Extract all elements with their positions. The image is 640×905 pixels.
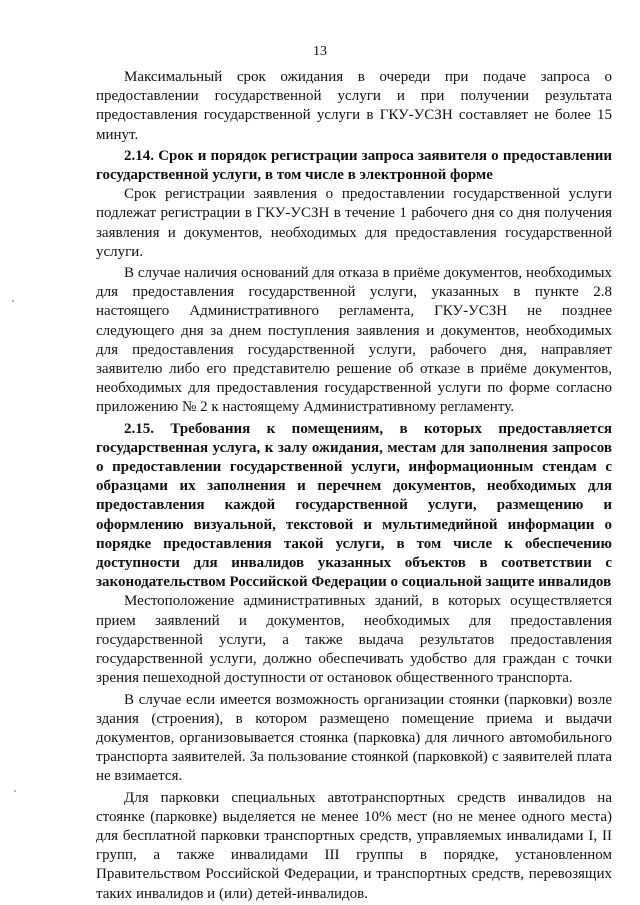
paragraph-building-location: Местоположение административных зданий, в которых осуществляется прием заявлений и документов, необходимых для предоставления государственной услуги, а также выдача результатов предоставления государственной услуги, должно обеспечивать удобство для граждан с точки зрения пешеходной доступности от остановок общественного транспорта. — [96, 593, 612, 687]
paragraph-disabled-parking: Для парковки специальных автотранспортных средств инвалидов на стоянке (парковке) выделяется не менее 10% мест (но не менее одного места) для бесплатной парковки транспортных средств, управляемых инвалидами I, II групп, а также инвалидами III группы в порядке, установленном Правительством Российской Федерации, и транспортных средств, перевозящих таких инвалидов и (или) детей-инвалидов. — [96, 789, 612, 902]
section-heading-2-15: 2.15. Требования к помещениям, в которых предоставляется государственная услуга, к залу ожидания, местам для заполнения запросов о предоставлении государственной услуги, информационным стендам с образцами их заполнения и перечнем документов, необходимых для предоставления каждой государственной услуги, размещению и оформлению визуальной, текстовой и мультимедийной информации о порядке предоставления такой услуги, в том числе к обеспечению доступности для инвалидов указанных объектов в соответствии с законодательством Российской Федерации о социальной защите инвалидов — [96, 420, 612, 591]
paragraph-refusal: В случае наличия оснований для отказа в приёме документов, необходимых для предоставления государственной услуги, указанных в пункте 2.8 настоящего Административного регламента, ГКУ-УСЗН не позднее следующего дня за днем поступления заявления и документов, необходимых для предоставления государственной услуги, рабочего дня, направляет заявителю либо его представителю решение об отказе в приёме документов, необходимых для предоставления государственной услуги по форме согласно приложению № 2 к настоящему Административному регламенту. — [96, 265, 612, 416]
document-body — [96, 68, 612, 904]
paragraph-parking: В случае если имеется возможность организации стоянки (парковки) возле здания (строения), в котором размещено помещение приема и выдачи документов, организовывается стоянка (парковка) для личного автомобильного транспорта заявителей. За пользование стоянкой (парковкой) с заявителей плата не взимается. — [96, 691, 612, 785]
margin-dot — [14, 790, 16, 792]
section-heading-2-14: 2.14. Срок и порядок регистрации запроса заявителя о предоставлении государственной услуги, в том числе в электронной форме — [96, 147, 612, 184]
paragraph-registration-term: Срок регистрации заявления о предоставлении государственной услуги подлежат регистрации в ГКУ-УСЗН в течение 1 рабочего дня со дня получения заявления и документов, необходимых для предоставления государственной услуги. — [96, 186, 612, 260]
margin-dot — [12, 300, 14, 302]
page-number: 13 — [313, 44, 327, 59]
paragraph-waiting-time: Максимальный срок ожидания в очереди при подаче запроса о предоставлении государственной услуги и при получении результата предоставления государственной услуги в ГКУ-УСЗН составляет не более 15 минут. — [96, 69, 612, 143]
